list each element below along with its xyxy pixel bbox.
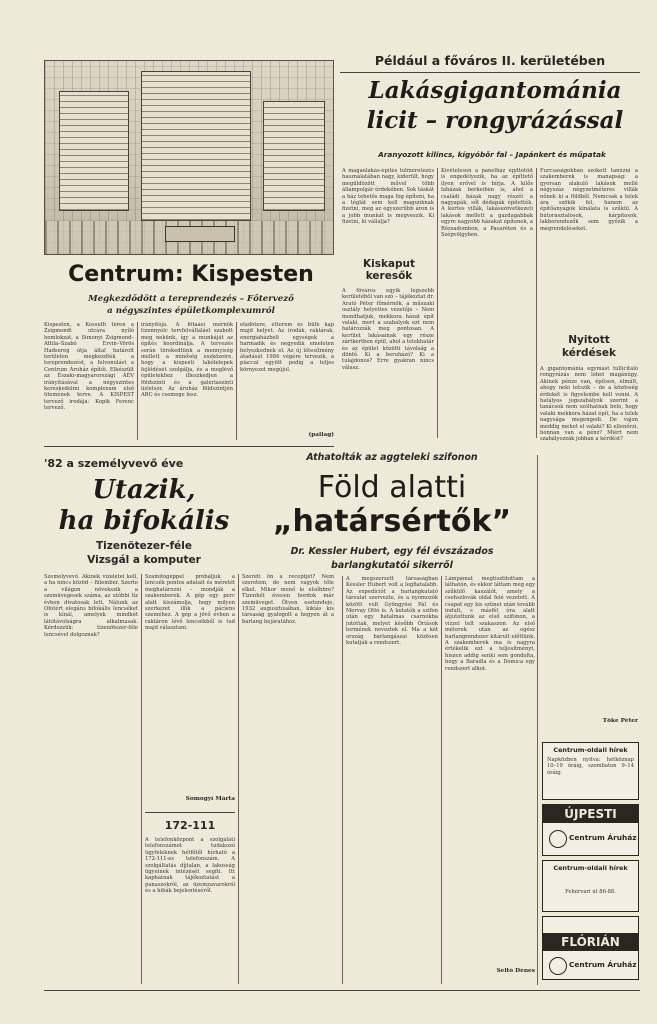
nyitott-heading-line2: kérdések <box>562 347 616 359</box>
fold-signature: Seltó Dénes <box>496 968 535 974</box>
utazik-col2-signature: Somogyi Márta <box>185 796 235 802</box>
nyitott-signature: Tőke Péter <box>602 718 638 724</box>
kispest-signature: (pallag) <box>308 432 334 438</box>
nyitott-text: A gigantománia egymást túllicitáló rongyrázás nem lehet magánügy. Akinek pénze van, építsen, elmúlt, ahogy neki tetszik – de a közösség érdekét is figyelembe kell venni. A hatályos jogszabályok szerint a tanácsok nem szólhatnak bele, hogy valaki mekkora házat épít, ha a telek nagysága megengedi. De vajon meddig mehet el valaki? Ki ellenőrzi, honnan van a pénz? Miért nem szabályozzák jobban a kérdést? <box>540 366 638 443</box>
ad1-text: Napközben nyitva: hétköznap 10–19 óráig, szombaton 9–14 óráig. <box>547 757 634 776</box>
ad4-logo-mark <box>549 957 567 975</box>
ad2-logo-mark <box>549 830 567 848</box>
ad-ujpesti <box>542 804 639 856</box>
kiskaput-text: A főváros egyik legszebb kerületéből van szó – tájékoztat dr. Arató Péter főmérnök, a műszaki osztály helyettes vezetője – Nem mondhatjuk, mekkora házat épít valaki, mert a szabályok ezt nem határozzák meg pontosan. A kerület lakásainak egy része zártkertben épül, ahol a telekhatár és az épület közötti távolság a döntő. Ki a beruházó? Ki a tulajdonos? Erre gyakran nincs válasz. <box>342 288 434 371</box>
ad4-band: FLÓRIÁN <box>543 933 638 951</box>
phone-box-text: A telefonközpont a szolgálati telefonszámot tudakozó ügyfeleknek hétfőtől hívható a 172-111-es telefonszám. A szolgáltatás díjtalan, a lakosság ügyeinek intézését segíti. Itt kaphatnak tájékoztatást a panaszokról, az üzemzavarokról és a hibák bejelentéséről. <box>145 837 235 895</box>
fold-col2: A megszerzett társaságban Kessler Hubert volt a legfiatalabb. Az expedíciót a barlangkutató társulat szervezte, és a nyomozók között volt Gyöngyösi Pál és Mervay Ottó is. A kutatók a szifon után egy hatalmas csarnokba jutottak, melyet később Óriások termének neveztek el. Ma a két ország barlangászai közösen kutatják a rendszert. <box>346 576 438 647</box>
kispest-subtitle-line1: Megkezdődött a tereprendezés – Főtervező <box>88 294 294 304</box>
ad2-logo: Centrum Áruház <box>569 833 637 842</box>
fold-kicker: Áthatolták az aggteleki szifonon <box>306 452 478 463</box>
kispest-subtitle-line2: a négyszintes épületkomplexumról <box>107 306 275 316</box>
utazik-title-line1: Utazik, <box>92 475 196 505</box>
ad4-logo: Centrum Áruház <box>569 960 637 969</box>
utazik-col2: Számítógéppel próbáljuk a lencsék pontos adatait és méretét meghatározni – mondják a szakemberek. A gép egy perc alatt kiszámolja, hogy milyen szerkezet illik a páciens szeméhez. A gép a jövő évben a raktáron lévő lencsékből is tud majd választani. <box>145 574 235 632</box>
kispest-col2: irányítója. A főtaási mérnök tizennyolc tervfelvállalást szabott meg nekünk, így a munkáját az építés koordinálja. A tervezés során törekedtünk a mennyiség mellett a minőség eszközeire, hogy a kispesti lakótelepek fejlődését szolgálja, és a meglévő épületekhez illeszkedjen a földszinti és a galériaszinti üzletsor. Az áruház földszintjén ABC és csemege lesz. <box>141 322 233 399</box>
tram-drawing <box>165 226 235 242</box>
fold-subtitle-line1: Dr. Kessler Hubert, egy fél évszázados <box>290 546 494 557</box>
phone-number-heading: 172-111 <box>164 819 216 832</box>
ad2-band: ÚJPESTI <box>543 805 638 823</box>
ad-florian <box>542 916 639 980</box>
ad1-heading: Centrum-oldali hírek <box>553 746 628 754</box>
fold-title-line1: Föld alatti <box>317 470 467 505</box>
ad3-text: Fehérvári út 86-88. <box>565 889 616 895</box>
lakas-title-line2: licit – rongyrázással <box>366 107 624 134</box>
kispest-col3: eladótere, étterem és büfé kap majd helyet. Az irodák, raktárak, energiaházbeli egységek a harmadik és negyedik emeleten helyezkednek el. Az új létesítmény átadását 1984 végére tervezik, a piaccal együtt pedig a teljes környezet megújul. <box>240 322 334 373</box>
lakas-col2: Kivételesen a panelház építtetőit is engedélyezik, ha az építtető ilyen erővel is bírja. A kilős faházak berkeiben is, ahol a családi házak nagy részét a nagyapák, sőt dédapák építették. A kertes villák, lakásszövetkezeti lakások mellett a gazdagabbak egyre nagyobb házakat építenek, a Rózsadombon, a Pasaréten és a Szépvölgyben. <box>441 168 533 239</box>
kispest-title: Centrum: Kispesten <box>68 262 314 287</box>
fold-title-line2: „határsértők” <box>272 504 512 539</box>
utazik-col3: Szereti ön a receptjét? Nem szeretem, de nem vagyok tőle elkel. Mikor menő le elsőbbre? Tizenhét évesen hordok már szemüveget. Ötven esztendeje, 1932 augusztusában, kikiás kis társaság gyalogolt a hegyen át a barlang bejáratához. <box>242 574 334 625</box>
lakas-kicker: Például a főváros II. kerületében <box>374 53 606 68</box>
ad-centrum-news <box>542 742 639 800</box>
lakas-intro: A magánlakás-építés túlméretezés használatában nagy, kiderült, hogy megüldözött művel több állampolgár érdekében. Sok táskát a ház tehetős maga fog építeni, ha a téglát sem kell magunknak fizetni, meg az egyszerűbb áron is a jobb munkát is megveszik. Ki fizetni, ki vállalja? <box>342 168 434 226</box>
lakas-subtitle: Aranyozott kilincs, kígyóbőr fal – Japánkert és műpatak <box>378 150 606 159</box>
lakas-title-line1: Lakásgigantománia <box>368 77 622 104</box>
nyitott-heading-line1: Nyitott <box>568 334 610 346</box>
fold-subtitle-line2: barlangkutatói sikerről <box>331 560 453 571</box>
architectural-illustration <box>44 60 334 255</box>
ad-centrum-news-2 <box>542 860 639 912</box>
utazik-subtitle-line1: Tizenötezer-féle <box>95 540 192 552</box>
utazik-col1: Személyvevő. Akinek vizeletei kell, a ha nincs közöd – fülember. Szerte a világon növekszik a szemüvegesek száma, az utóbbi tíz évben divatosak lett. Nálunk az Ofotért elegáns bifokális lencséket is kínál, amelyek mindkét látótávolságra alkalmasak. Kérdezzük: tizenötezer-féle lencsével dolgoznak? <box>44 574 138 638</box>
building-drawing-right <box>263 101 325 211</box>
utazik-subtitle-line2: Vizsgál a komputer <box>87 554 201 566</box>
lakas-col3: Furcsaságokban szokott tanúzni a szakemberek is manapság: a gyorsan alakuló lakások mellé négyszáz négyzetméteres villák nőnek ki a földből. Nemcsak a telek ára szökik fel, hanem az építőanyagok kínálata is szűkül. A bútorasztalosok, kárpitosok, lakberendezők sem győzik a megrendeléseket. <box>540 168 638 232</box>
building-drawing-center <box>141 71 251 221</box>
kispest-col1: Kispesten, a Kossuth téren a Zsigmondi utcára nyíló homlokzat, a Simonyi Zsigmond–Attila–Szabó Ervin–Vörös Hadsereg útja által határolt területen megkezdték a tereprendezést, a felvonulást a Centrum Áruház építői. Elkészült az Északi-magyarországi ÁÉV irányításával a négyszintes kereskedelmi komplexum első ütemének terve. A KISPEST tervező irodája: Kopik Ferenc tervező. <box>44 322 134 412</box>
utazik-kicker: '82 a személyvevő éve <box>44 457 184 470</box>
fold-col1: Lámpámat megtisztítottam a láthatón, és ekkor láttam meg egy szűkülő kaszálót, amely a csehszlovák oldal felé vezetett. A csapat egy kis szünet után tovább indult, s másfél óra alatt átjutottunk az első szifonon, a vízzel telt szakaszon. Az első méterek után az egész barlangrendszer kitárult előttünk. A szakemberek ma is nagyra értékelik ezt a teljesítményt, hiszen addig senki sem gondolta, hogy a Baradla és a Domica egy rendszert alkot. <box>445 576 535 672</box>
utazik-title-line2: ha bifokális <box>58 506 230 536</box>
building-drawing-left <box>59 91 129 211</box>
ad3-top: Centrum-oldali hírek <box>553 864 628 872</box>
kiskaput-heading: Kiskaput keresők <box>362 258 416 282</box>
phone-box <box>145 812 235 984</box>
